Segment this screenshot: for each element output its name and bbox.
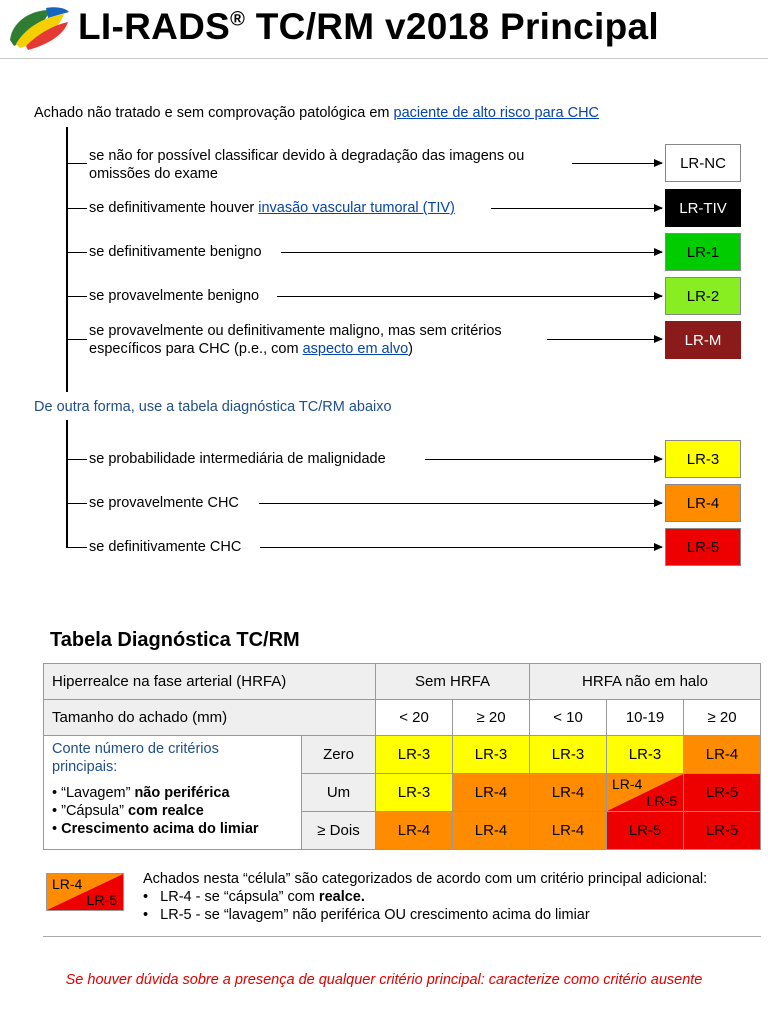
- category-lr-tiv: LR-TIV: [665, 189, 741, 227]
- branch-tick: [67, 459, 87, 460]
- split-cell-top: LR-4: [612, 776, 643, 792]
- arrow: [547, 339, 662, 340]
- table-cell: LR-3: [607, 736, 684, 774]
- criteria-item: • Crescimento acima do limiar: [52, 821, 259, 837]
- category-lr-2: LR-2: [665, 277, 741, 315]
- table-cell: LR-3: [530, 736, 607, 774]
- split-cell-bottom: LR-5: [646, 793, 677, 809]
- arrow: [425, 459, 662, 460]
- count-one: Um: [302, 774, 376, 812]
- criteria-title: Conte número de critérios principais:: [52, 741, 219, 775]
- table-cell: LR-3: [453, 736, 530, 774]
- size-header: < 10: [530, 700, 607, 736]
- branch-tick: [67, 503, 87, 504]
- category-lr-m: LR-M: [665, 321, 741, 359]
- branch-nc-text: se não for possível classificar devido à degradação das imagens ou omissões do exame: [89, 148, 525, 182]
- lirads-logo-icon: [6, 4, 70, 50]
- branch-tick: [67, 296, 87, 297]
- criteria-item: • ”Cápsula” com realce: [52, 803, 204, 819]
- table-cell: LR-4: [684, 736, 761, 774]
- arrow: [491, 208, 662, 209]
- branch-lr4-text: se provavelmente CHC: [89, 495, 239, 511]
- category-lr-3: LR-3: [665, 440, 741, 478]
- arrow: [259, 503, 662, 504]
- count-two-plus: ≥ Dois: [302, 812, 376, 850]
- size-header: ≥ 20: [684, 700, 761, 736]
- criteria-item: • “Lavagem” não periférica: [52, 785, 230, 801]
- table-cell: LR-3: [376, 736, 453, 774]
- note-item-lr5: • LR-5 - se “lavagem” não periférica OU crescimento acima do limiar: [143, 907, 590, 923]
- target-appearance-link[interactable]: aspecto em alvo: [302, 341, 409, 357]
- branch-tick: [67, 252, 87, 253]
- tiv-link[interactable]: invasão vascular tumoral (TIV): [258, 200, 455, 216]
- split-cell: [607, 774, 684, 812]
- note-item-lr4: • LR-4 - se “cápsula” com realce.: [143, 889, 365, 905]
- high-risk-link[interactable]: paciente de alto risco para CHC: [393, 105, 600, 121]
- category-lr-nc: LR-NC: [665, 144, 741, 182]
- category-lr-4: LR-4: [665, 484, 741, 522]
- arrow: [260, 547, 662, 548]
- table-cell: LR-4: [453, 812, 530, 850]
- branch-tick: [67, 339, 87, 340]
- tree-trunk-2: [66, 420, 68, 548]
- table-cell: LR-5: [684, 774, 761, 812]
- intro-text: Achado não tratado e sem comprovação patológica em paciente de alto risco para CHC: [34, 105, 600, 121]
- tree-trunk-1: [66, 127, 68, 392]
- page-title: LI-RADS® TC/RM v2018 Principal: [78, 6, 659, 47]
- branch-lrm-text: se provavelmente ou definitivamente maligno, mas sem critérios específicos para CHC (p.e., com aspecto em alvo): [89, 323, 502, 357]
- category-lr-1: LR-1: [665, 233, 741, 271]
- criteria-cell: [44, 736, 302, 850]
- size-row-label: Tamanho do achado (mm): [44, 700, 376, 736]
- title-divider: [0, 58, 768, 59]
- count-zero: Zero: [302, 736, 376, 774]
- arrow: [277, 296, 662, 297]
- branch-tick: [67, 163, 87, 164]
- no-hrfa-header: Sem HRFA: [376, 664, 530, 700]
- category-lr-5: LR-5: [665, 528, 741, 566]
- branch-lr1-text: se definitivamente benigno: [89, 244, 262, 260]
- otherwise-text: De outra forma, use a tabela diagnóstica TC/RM abaixo: [34, 399, 392, 415]
- size-header: < 20: [376, 700, 453, 736]
- branch-tick: [67, 208, 87, 209]
- branch-lr5-text: se definitivamente CHC: [89, 539, 242, 555]
- diagnostic-table: [43, 663, 761, 850]
- table-cell: LR-3: [376, 774, 453, 812]
- table-heading: Tabela Diagnóstica TC/RM: [50, 629, 300, 651]
- table-cell: LR-4: [376, 812, 453, 850]
- hrfa-nonrim-header: HRFA não em halo: [530, 664, 761, 700]
- note-divider: [43, 936, 761, 937]
- size-header: ≥ 20: [453, 700, 530, 736]
- footer-warning: Se houver dúvida sobre a presença de qualquer critério principal: caracterize como critério ausente: [65, 972, 703, 988]
- legend-split-cell: LR-4 LR-5: [46, 873, 124, 911]
- branch-lr3-text: se probabilidade intermediária de malignidade: [89, 451, 386, 467]
- note-intro: Achados nesta “célula” são categorizados de acordo com um critério principal adicional:: [143, 871, 708, 887]
- branch-tiv-text: se definitivamente houver invasão vascular tumoral (TIV): [89, 200, 455, 216]
- table-cell: LR-4: [453, 774, 530, 812]
- table-cell: LR-5: [607, 812, 684, 850]
- arrow: [281, 252, 662, 253]
- table-cell: LR-4: [530, 774, 607, 812]
- size-header: 10-19: [607, 700, 684, 736]
- arrow: [572, 163, 662, 164]
- hrfa-row-label: Hiperrealce na fase arterial (HRFA): [44, 664, 376, 700]
- table-cell: LR-5: [684, 812, 761, 850]
- branch-lr2-text: se provavelmente benigno: [89, 288, 260, 304]
- branch-tick: [67, 547, 87, 548]
- table-cell: LR-4: [530, 812, 607, 850]
